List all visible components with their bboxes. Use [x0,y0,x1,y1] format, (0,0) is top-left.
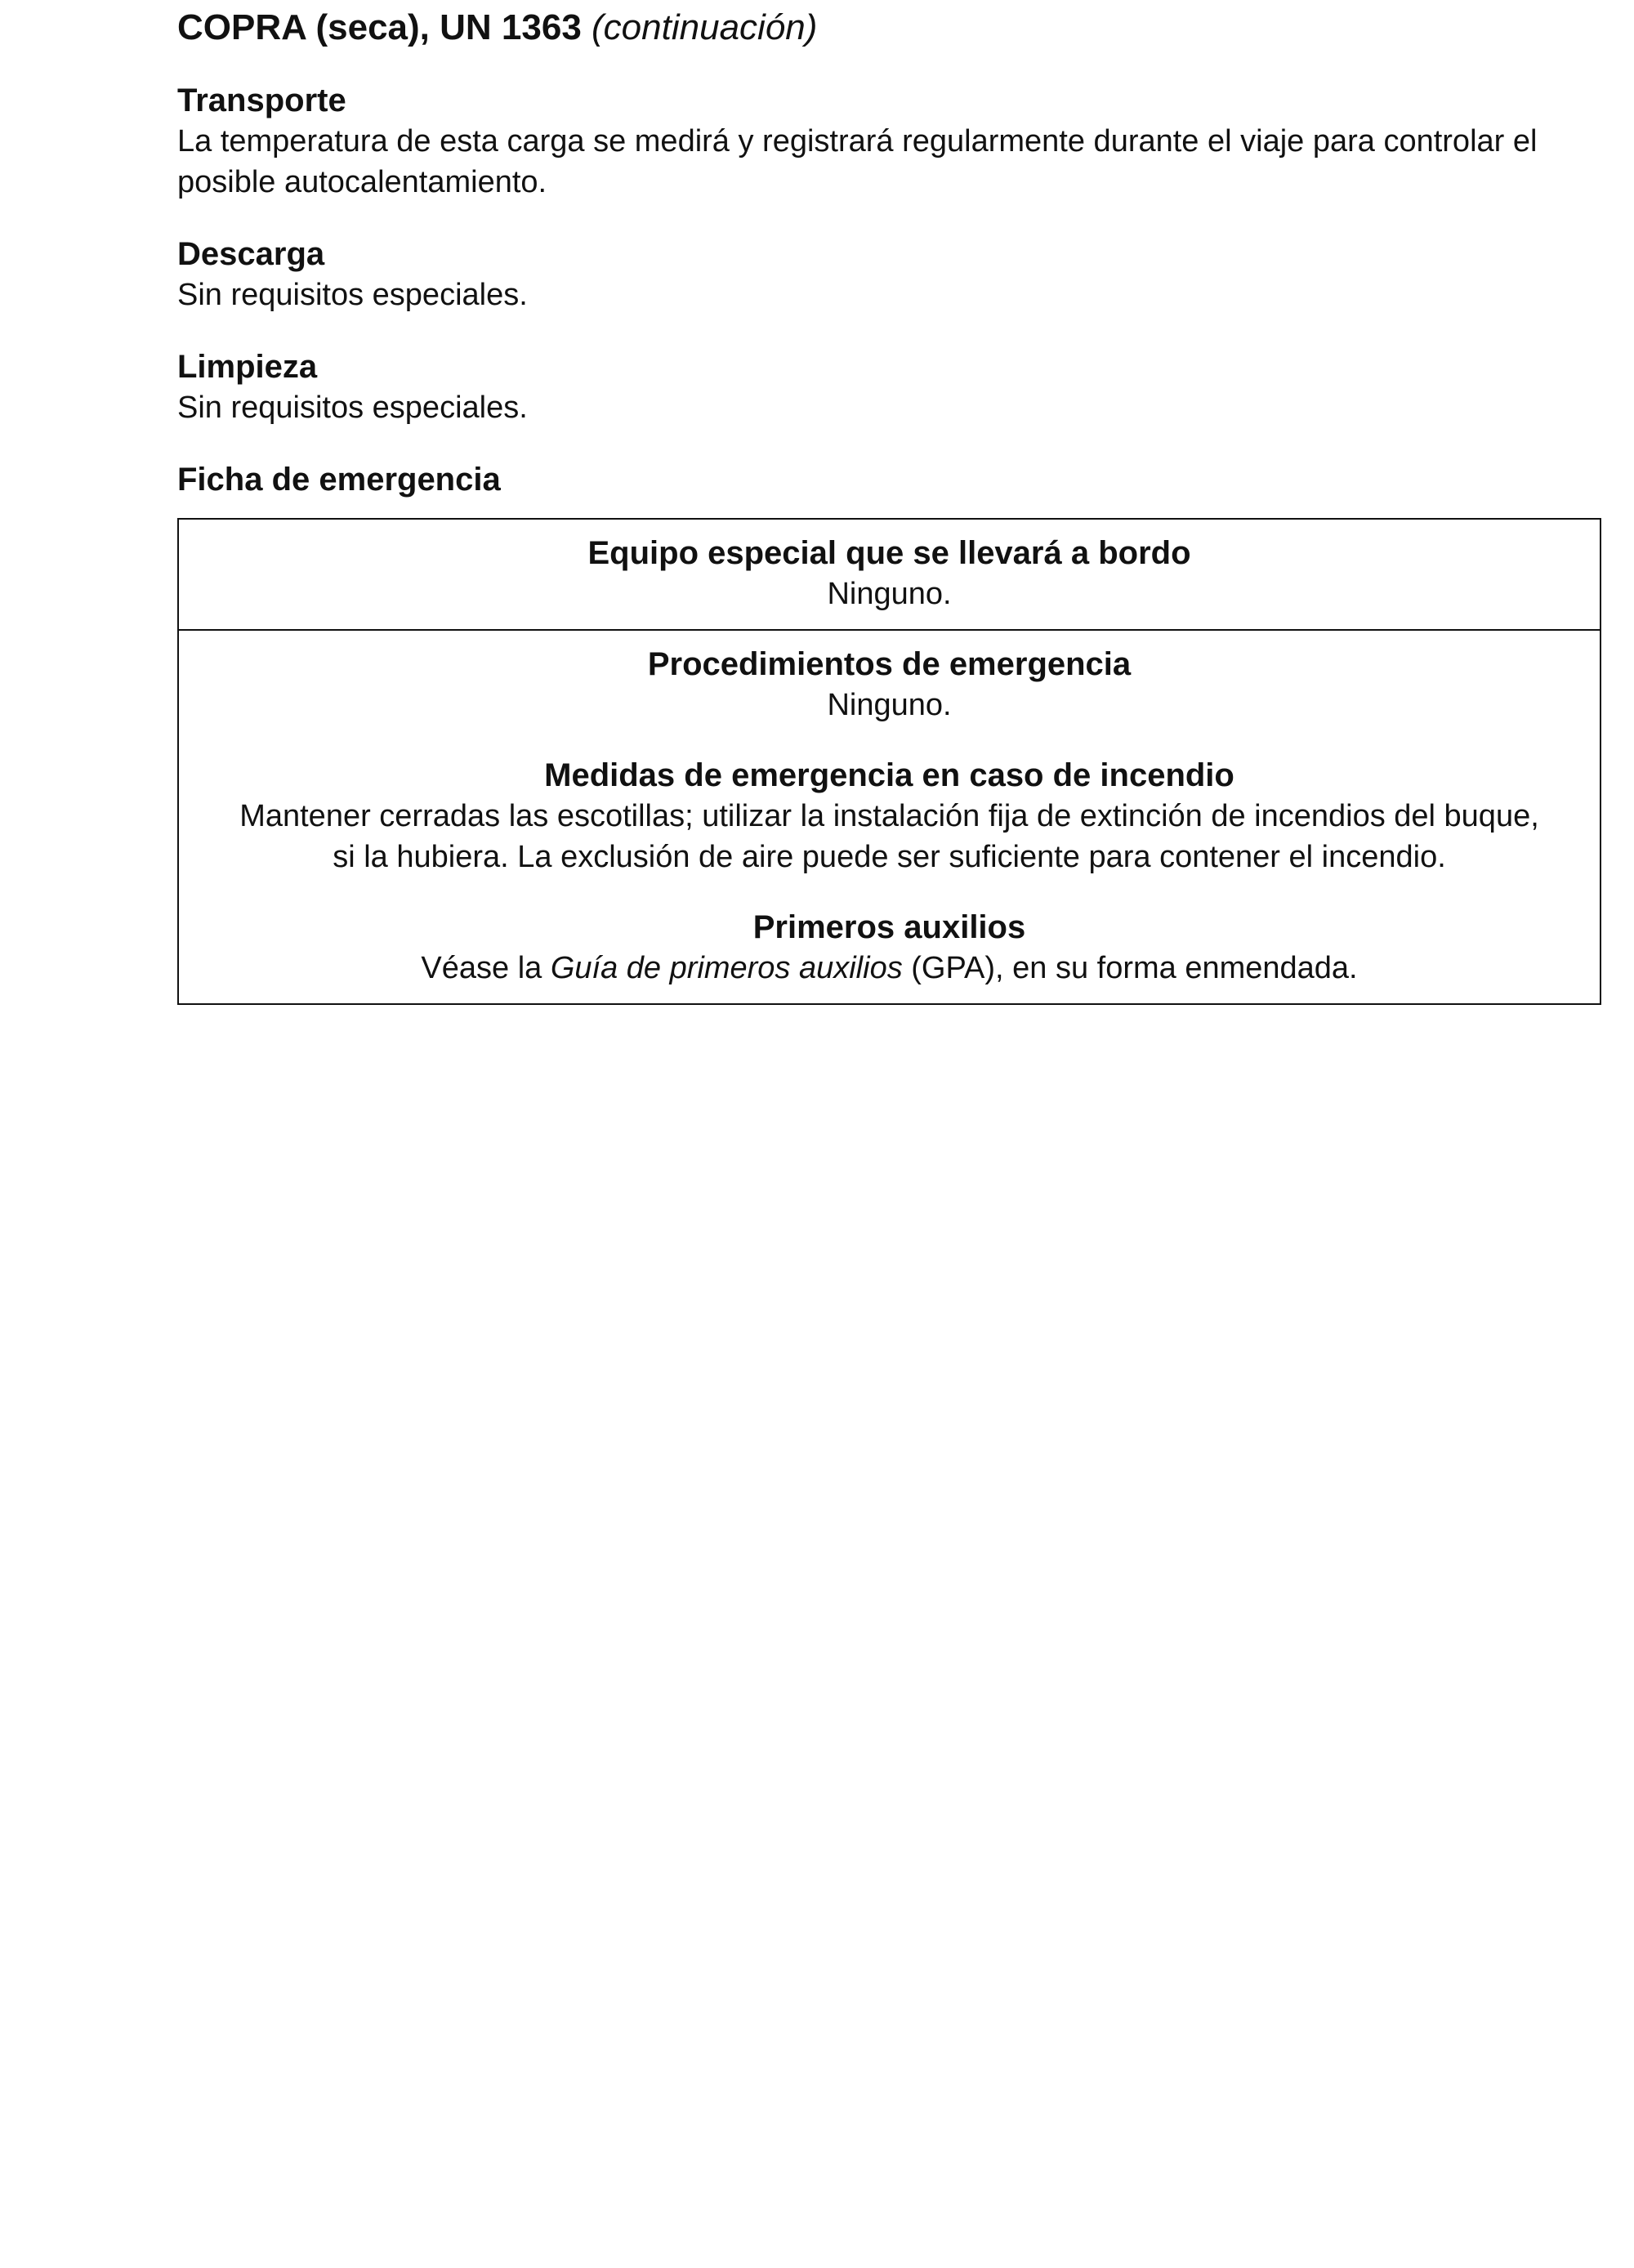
box-title: Primeros auxilios [752,909,1026,945]
section-body: Sin requisitos especiales. [177,278,528,312]
box-title: Procedimientos de emergencia [647,646,1132,682]
section-body: La temperatura de esta carga se medirá y registrará regularmente durante el viaje para controlar el posible autocalentamiento. [177,124,1538,199]
box-body-line: si la hubiera. La exclusión de aire puede ser suficiente para contener el incendio. [333,840,1446,874]
page-header [177,5,1601,51]
section-ficha-emergencia [177,459,1601,500]
section-title: Descarga [177,236,325,272]
emergency-schedule-box [177,518,1601,1005]
first-aid-prefix: Véase la [421,951,551,985]
fire-measures-block [195,755,1583,877]
emergency-equipment-cell [179,520,1600,629]
box-title: Equipo especial que se llevará a bordo [587,535,1191,571]
section-title: Ficha de emergencia [177,462,501,498]
first-aid-suffix: (GPA), en su forma enmendada. [902,951,1358,985]
procedures-block [195,644,1583,725]
header-continuation: (continuación) [592,7,818,47]
first-aid-guide-title: Guía de primeros auxilios [550,951,903,985]
emergency-procedures-cell [179,629,1600,1003]
box-body [195,948,1583,989]
section-body: Sin requisitos especiales. [177,391,528,425]
section-descarga [177,234,1601,315]
document-page [177,0,1601,1005]
box-body-line: Mantener cerradas las escotillas; utilizar la instalación fija de extinción de incendios del buque, [239,799,1539,833]
section-title: Limpieza [177,349,318,385]
section-limpieza [177,346,1601,428]
section-transporte [177,80,1601,203]
box-body: Ninguno. [827,688,952,722]
section-title: Transporte [177,83,346,118]
box-title: Medidas de emergencia en caso de incendio [544,757,1234,793]
box-body: Ninguno. [827,577,952,611]
first-aid-block [195,907,1583,989]
header-title: COPRA (seca), UN 1363 [177,7,582,47]
